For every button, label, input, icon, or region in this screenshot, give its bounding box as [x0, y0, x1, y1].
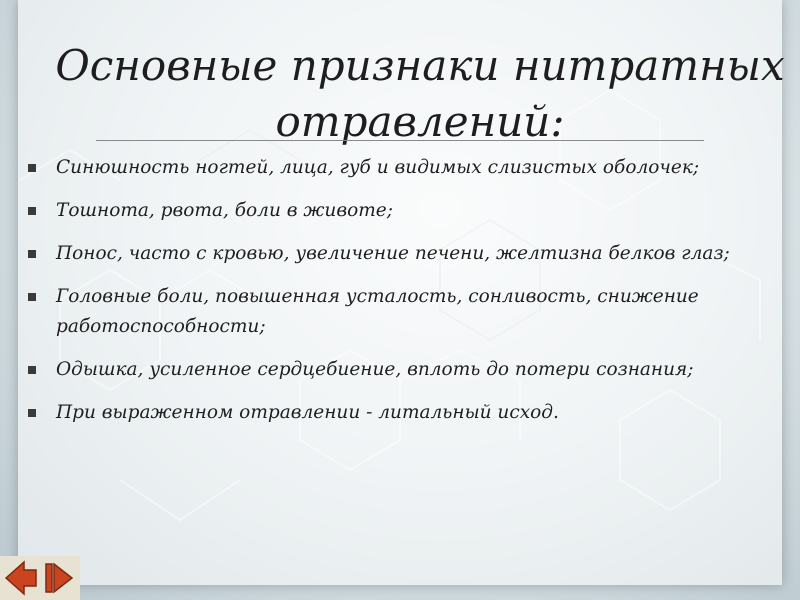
- list-item-text: Синюшность ногтей, лица, губ и видимых слизистых оболочек;: [56, 157, 700, 178]
- list-item: [28, 239, 748, 269]
- bullet-icon: [28, 207, 36, 215]
- bullet-icon: [28, 293, 36, 301]
- list-item-text: Тошнота, рвота, боли в животе;: [56, 200, 393, 221]
- bullet-icon: [28, 164, 36, 172]
- list-item-text: Головные боли, повышенная усталость, сонливость, снижение работоспособности;: [56, 286, 699, 337]
- title-divider: [96, 140, 704, 141]
- arrow-left-icon: [0, 556, 40, 600]
- slide-title: Основные признаки нитратных отравлений:: [55, 41, 785, 146]
- list-item: [28, 282, 748, 342]
- list-item: [28, 355, 748, 385]
- list-item: [28, 196, 748, 226]
- bullet-list: [28, 153, 748, 441]
- bullet-icon: [28, 409, 36, 417]
- last-slide-button[interactable]: [40, 556, 80, 600]
- list-item-text: Одышка, усиленное сердцебиение, вплоть до потери сознания;: [56, 359, 694, 380]
- list-item: [28, 398, 748, 428]
- slide-navigation: [0, 556, 80, 600]
- list-item-text: Понос, часто с кровью, увеличение печени, желтизна белков глаз;: [56, 243, 730, 264]
- skip-end-icon: [40, 556, 80, 600]
- list-item: [28, 153, 748, 183]
- prev-slide-button[interactable]: [0, 556, 40, 600]
- list-item-text: При выраженном отравлении - литальный исход.: [56, 402, 559, 423]
- bullet-icon: [28, 250, 36, 258]
- bullet-icon: [28, 366, 36, 374]
